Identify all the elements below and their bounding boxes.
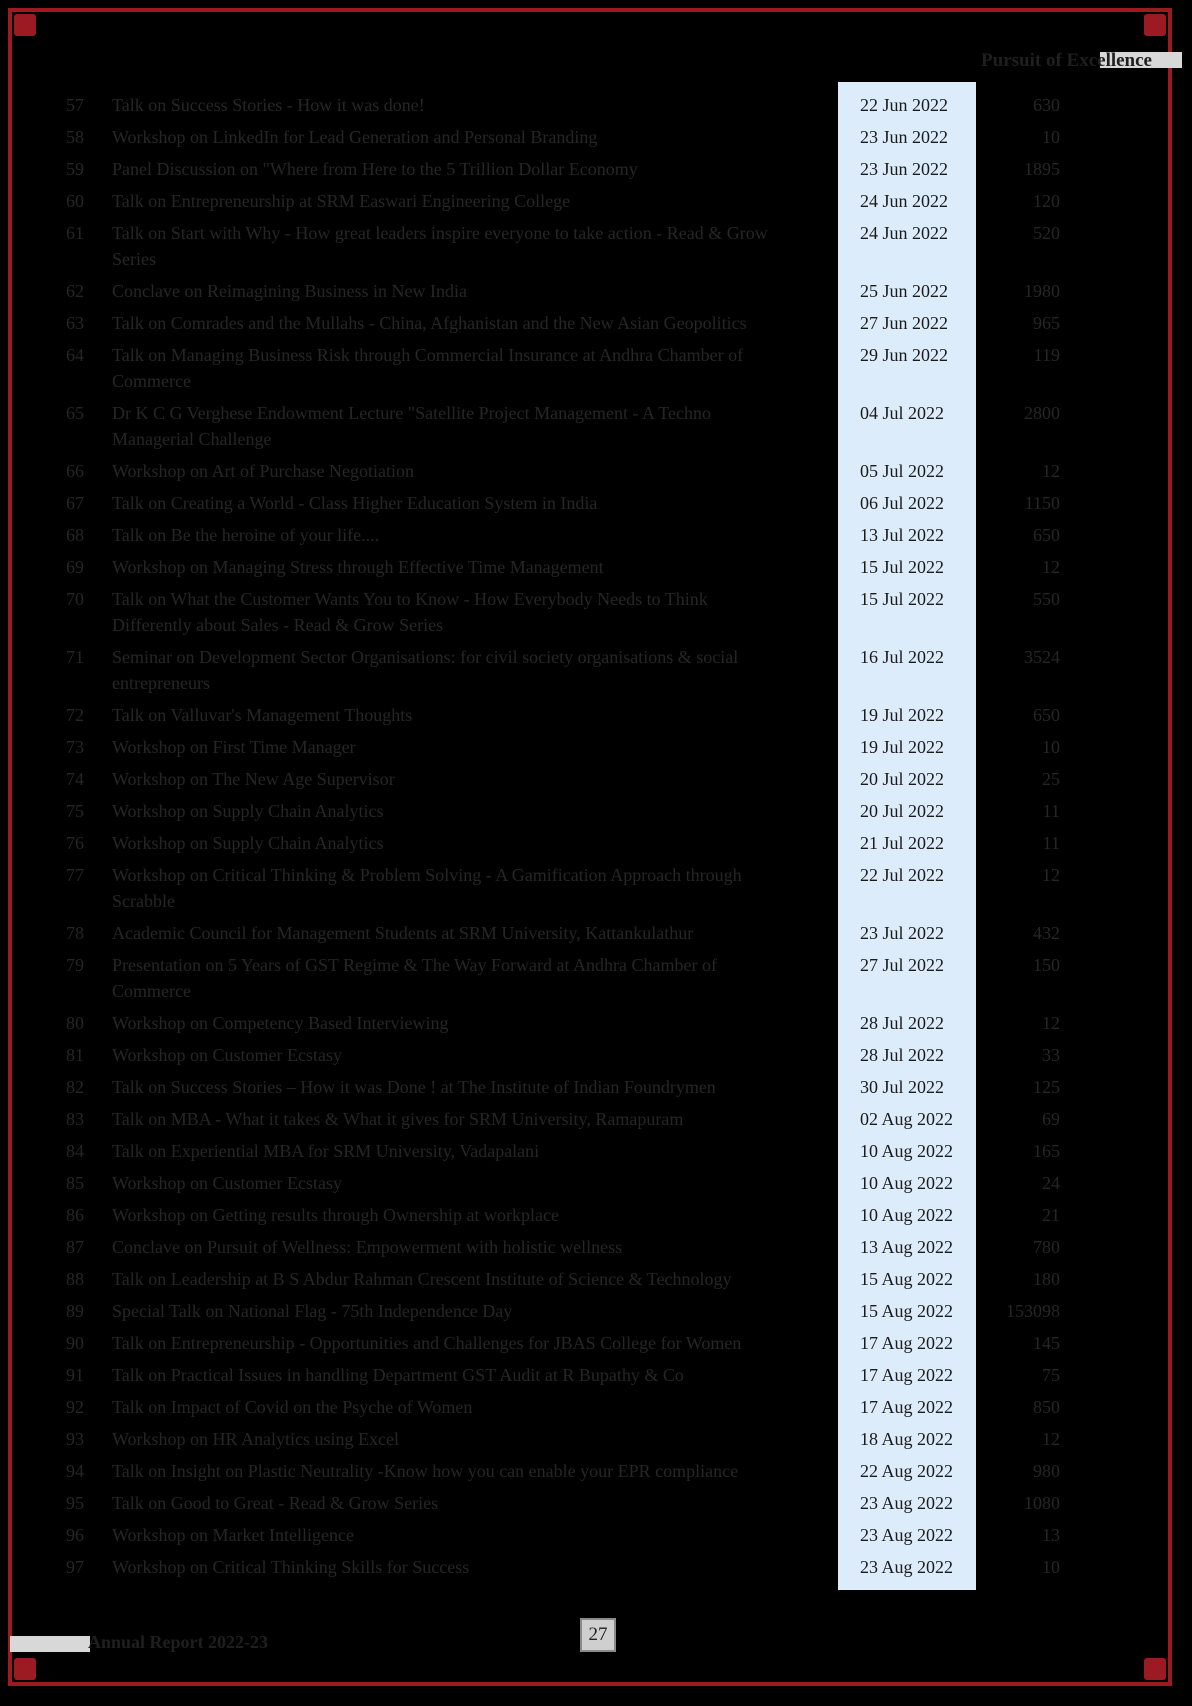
row-number: 81	[66, 1045, 84, 1065]
participant-count: 520	[1033, 223, 1060, 243]
event-title: Panel Discussion on "Where from Here to the 5 Trillion Dollar Economy	[112, 159, 638, 179]
row-number: 82	[66, 1077, 84, 1097]
row-number: 96	[66, 1525, 84, 1545]
event-date: 23 Aug 2022	[860, 1493, 954, 1513]
event-title: Seminar on Development Sector Organisations: for civil society organisations & social entrepreneurs	[112, 647, 739, 693]
row-number: 93	[66, 1429, 84, 1449]
table-row	[0, 92, 1060, 124]
event-date: 05 Jul 2022	[860, 461, 945, 481]
event-date: 27 Jul 2022	[860, 955, 945, 975]
event-date: 17 Aug 2022	[860, 1397, 954, 1417]
event-title: Talk on MBA - What it takes & What it gives for SRM University, Ramapuram	[112, 1109, 684, 1129]
event-date: 22 Jul 2022	[860, 865, 945, 885]
table-row	[0, 1426, 1060, 1458]
row-number: 84	[66, 1141, 84, 1161]
table-row	[0, 766, 1060, 798]
table-row	[0, 278, 1060, 310]
event-date: 02 Aug 2022	[860, 1109, 954, 1129]
participant-count: 3524	[1024, 647, 1060, 667]
event-date: 19 Jul 2022	[860, 737, 945, 757]
participant-count: 12	[1042, 1013, 1060, 1033]
event-date: 22 Jun 2022	[860, 95, 949, 115]
participant-count: 630	[1033, 95, 1060, 115]
row-number: 69	[66, 557, 84, 577]
event-title: Talk on Comrades and the Mullahs - China, Afghanistan and the New Asian Geopolitics	[112, 313, 747, 333]
event-date: 10 Aug 2022	[860, 1141, 954, 1161]
participant-count: 1895	[1024, 159, 1060, 179]
events-table	[0, 92, 1060, 1586]
event-title: Talk on What the Customer Wants You to Know - How Everybody Needs to Think Differently about Sales - Read & Grow Series	[112, 589, 708, 635]
row-number: 77	[66, 865, 84, 885]
table-row	[0, 734, 1060, 766]
event-date: 18 Aug 2022	[860, 1429, 954, 1449]
participant-count: 1080	[1024, 1493, 1060, 1513]
row-number: 71	[66, 647, 84, 667]
row-number: 70	[66, 589, 84, 609]
event-date: 20 Jul 2022	[860, 801, 945, 821]
row-number: 78	[66, 923, 84, 943]
participant-count: 12	[1042, 1429, 1060, 1449]
participant-count: 780	[1033, 1237, 1060, 1257]
table-row	[0, 586, 1060, 644]
table-row	[0, 400, 1060, 458]
participant-count: 12	[1042, 461, 1060, 481]
event-title: Workshop on Managing Stress through Effective Time Management	[112, 557, 604, 577]
event-title: Talk on Impact of Covid on the Psyche of Women	[112, 1397, 473, 1417]
row-number: 68	[66, 525, 84, 545]
table-row	[0, 188, 1060, 220]
event-date: 15 Aug 2022	[860, 1269, 954, 1289]
event-date: 17 Aug 2022	[860, 1333, 954, 1353]
table-row	[0, 554, 1060, 586]
table-row	[0, 1170, 1060, 1202]
participant-count: 24	[1042, 1173, 1060, 1193]
event-title: Workshop on Critical Thinking Skills for Success	[112, 1557, 470, 1577]
event-title: Talk on Managing Business Risk through Commercial Insurance at Andhra Chamber of Commerce	[112, 345, 744, 391]
event-date: 15 Jul 2022	[860, 589, 945, 609]
event-title: Talk on Entrepreneurship - Opportunities and Challenges for JBAS College for Women	[112, 1333, 742, 1353]
table-row	[0, 1074, 1060, 1106]
event-title: Workshop on The New Age Supervisor	[112, 769, 395, 789]
event-title: Workshop on First Time Manager	[112, 737, 356, 757]
participant-count: 120	[1033, 191, 1060, 211]
row-number: 88	[66, 1269, 84, 1289]
event-title: Workshop on LinkedIn for Lead Generation and Personal Branding	[112, 127, 598, 147]
event-date: 23 Jun 2022	[860, 127, 949, 147]
table-row	[0, 1490, 1060, 1522]
table-row	[0, 1234, 1060, 1266]
table-row	[0, 1522, 1060, 1554]
event-title: Workshop on Market Intelligence	[112, 1525, 354, 1545]
event-title: Conclave on Reimagining Business in New India	[112, 281, 467, 301]
event-title: Special Talk on National Flag - 75th Independence Day	[112, 1301, 513, 1321]
participant-count: 432	[1033, 923, 1060, 943]
participant-count: 1150	[1024, 493, 1060, 513]
event-title: Talk on Valluvar's Management Thoughts	[112, 705, 413, 725]
footer-accent-bar	[10, 1636, 90, 1652]
event-title: Workshop on Getting results through Ownership at workplace	[112, 1205, 559, 1225]
row-number: 97	[66, 1557, 84, 1577]
corner-ornament	[1144, 1658, 1166, 1680]
row-number: 90	[66, 1333, 84, 1353]
event-title: Talk on Success Stories – How it was Done ! at The Institute of Indian Foundrymen	[112, 1077, 716, 1097]
participant-count: 180	[1033, 1269, 1060, 1289]
row-number: 85	[66, 1173, 84, 1193]
row-number: 91	[66, 1365, 84, 1385]
event-title: Workshop on Critical Thinking & Problem Solving - A Gamification Approach through Scrabble	[112, 865, 742, 911]
row-number: 89	[66, 1301, 84, 1321]
event-title: Conclave on Pursuit of Wellness: Empowerment with holistic wellness	[112, 1237, 623, 1257]
table-row	[0, 798, 1060, 830]
table-row	[0, 1010, 1060, 1042]
page-number: 27	[580, 1618, 616, 1652]
table-row	[0, 920, 1060, 952]
event-date: 30 Jul 2022	[860, 1077, 945, 1097]
table-row	[0, 862, 1060, 920]
row-number: 60	[66, 191, 84, 211]
corner-ornament	[14, 14, 36, 36]
row-number: 87	[66, 1237, 84, 1257]
event-date: 16 Jul 2022	[860, 647, 945, 667]
corner-ornament	[14, 1658, 36, 1680]
participant-count: 980	[1033, 1461, 1060, 1481]
event-date: 10 Aug 2022	[860, 1173, 954, 1193]
event-title: Talk on Insight on Plastic Neutrality -Know how you can enable your EPR compliance	[112, 1461, 739, 1481]
table-row	[0, 156, 1060, 188]
table-row	[0, 1298, 1060, 1330]
event-date: 23 Aug 2022	[860, 1525, 954, 1545]
row-number: 61	[66, 223, 84, 243]
table-row	[0, 1362, 1060, 1394]
row-number: 66	[66, 461, 84, 481]
row-number: 92	[66, 1397, 84, 1417]
event-date: 27 Jun 2022	[860, 313, 949, 333]
event-title: Workshop on Customer Ecstasy	[112, 1045, 343, 1065]
event-title: Talk on Start with Why - How great leaders inspire everyone to take action - Read & Grow Series	[112, 223, 768, 269]
event-date: 29 Jun 2022	[860, 345, 949, 365]
table-row	[0, 1266, 1060, 1298]
participant-count: 21	[1042, 1205, 1060, 1225]
table-row	[0, 1330, 1060, 1362]
row-number: 75	[66, 801, 84, 821]
table-row	[0, 830, 1060, 862]
row-number: 62	[66, 281, 84, 301]
event-date: 15 Aug 2022	[860, 1301, 954, 1321]
participant-count: 10	[1042, 127, 1060, 147]
participant-count: 125	[1033, 1077, 1060, 1097]
event-title: Talk on Entrepreneurship at SRM Easwari Engineering College	[112, 191, 571, 211]
event-title: Workshop on Customer Ecstasy	[112, 1173, 343, 1193]
table-row	[0, 1042, 1060, 1074]
event-title: Talk on Experiential MBA for SRM University, Vadapalani	[112, 1141, 540, 1161]
event-title: Workshop on Competency Based Interviewing	[112, 1013, 449, 1033]
row-number: 79	[66, 955, 84, 975]
event-title: Presentation on 5 Years of GST Regime & The Way Forward at Andhra Chamber of Commerce	[112, 955, 717, 1001]
event-date: 23 Aug 2022	[860, 1557, 954, 1577]
event-date: 06 Jul 2022	[860, 493, 945, 513]
row-number: 65	[66, 403, 84, 423]
participant-count: 13	[1042, 1525, 1060, 1545]
table-row	[0, 1394, 1060, 1426]
table-row	[0, 1106, 1060, 1138]
row-number: 59	[66, 159, 84, 179]
participant-count: 965	[1033, 313, 1060, 333]
row-number: 58	[66, 127, 84, 147]
row-number: 74	[66, 769, 84, 789]
event-date: 28 Jul 2022	[860, 1013, 945, 1033]
event-title: Talk on Be the heroine of your life....	[112, 525, 380, 545]
participant-count: 11	[1042, 801, 1060, 821]
table-row	[0, 342, 1060, 400]
table-row	[0, 1458, 1060, 1490]
participant-count: 850	[1033, 1397, 1060, 1417]
event-title: Talk on Leadership at B S Abdur Rahman Crescent Institute of Science & Technology	[112, 1269, 732, 1289]
event-date: 24 Jun 2022	[860, 223, 949, 243]
event-title: Talk on Practical Issues in handling Department GST Audit at R Bupathy & Co	[112, 1365, 684, 1385]
event-date: 04 Jul 2022	[860, 403, 945, 423]
table-row	[0, 702, 1060, 734]
row-number: 73	[66, 737, 84, 757]
participant-count: 150	[1033, 955, 1060, 975]
event-title: Workshop on Art of Purchase Negotiation	[112, 461, 415, 481]
table-row	[0, 310, 1060, 342]
row-number: 64	[66, 345, 84, 365]
event-date: 20 Jul 2022	[860, 769, 945, 789]
participant-count: 119	[1033, 345, 1060, 365]
row-number: 95	[66, 1493, 84, 1513]
participant-count: 650	[1033, 705, 1060, 725]
event-date: 23 Jun 2022	[860, 159, 949, 179]
event-title: Dr K C G Verghese Endowment Lecture "Satellite Project Management - A Techno Managerial Challenge	[112, 403, 711, 449]
section-title: Pursuit of Excellence	[981, 50, 1152, 71]
event-title: Workshop on HR Analytics using Excel	[112, 1429, 400, 1449]
participant-count: 1980	[1024, 281, 1060, 301]
event-date: 23 Jul 2022	[860, 923, 945, 943]
event-title: Talk on Creating a World - Class Higher Education System in India	[112, 493, 598, 513]
row-number: 67	[66, 493, 84, 513]
table-row	[0, 522, 1060, 554]
table-row	[0, 1554, 1060, 1586]
participant-count: 12	[1042, 865, 1060, 885]
event-date: 13 Aug 2022	[860, 1237, 954, 1257]
row-number: 80	[66, 1013, 84, 1033]
row-number: 83	[66, 1109, 84, 1129]
table-row	[0, 458, 1060, 490]
participant-count: 10	[1042, 737, 1060, 757]
table-row	[0, 1138, 1060, 1170]
report-name: Annual Report 2022-23	[88, 1632, 269, 1652]
event-title: Workshop on Supply Chain Analytics	[112, 801, 384, 821]
event-date: 15 Jul 2022	[860, 557, 945, 577]
event-title: Workshop on Supply Chain Analytics	[112, 833, 384, 853]
event-title: Talk on Success Stories - How it was done!	[112, 95, 425, 115]
table-row	[0, 1202, 1060, 1234]
participant-count: 550	[1033, 589, 1060, 609]
table-row	[0, 644, 1060, 702]
event-date: 28 Jul 2022	[860, 1045, 945, 1065]
table-row	[0, 952, 1060, 1010]
event-date: 17 Aug 2022	[860, 1365, 954, 1385]
participant-count: 11	[1042, 833, 1060, 853]
participant-count: 10	[1042, 1557, 1060, 1577]
event-date: 21 Jul 2022	[860, 833, 945, 853]
table-row	[0, 490, 1060, 522]
event-date: 10 Aug 2022	[860, 1205, 954, 1225]
table-row	[0, 220, 1060, 278]
participant-count: 145	[1033, 1333, 1060, 1353]
event-date: 25 Jun 2022	[860, 281, 949, 301]
row-number: 57	[66, 95, 84, 115]
row-number: 63	[66, 313, 84, 333]
event-date: 24 Jun 2022	[860, 191, 949, 211]
participant-count: 33	[1042, 1045, 1060, 1065]
event-title: Talk on Good to Great - Read & Grow Series	[112, 1493, 439, 1513]
participant-count: 75	[1042, 1365, 1060, 1385]
row-number: 72	[66, 705, 84, 725]
table-row	[0, 124, 1060, 156]
participant-count: 165	[1033, 1141, 1060, 1161]
participant-count: 153098	[1006, 1301, 1060, 1321]
event-title: Academic Council for Management Students at SRM University, Kattankulathur	[112, 923, 694, 943]
participant-count: 2800	[1024, 403, 1060, 423]
event-date: 13 Jul 2022	[860, 525, 945, 545]
event-date: 22 Aug 2022	[860, 1461, 954, 1481]
participant-count: 12	[1042, 557, 1060, 577]
participant-count: 25	[1042, 769, 1060, 789]
row-number: 86	[66, 1205, 84, 1225]
event-date: 19 Jul 2022	[860, 705, 945, 725]
row-number: 76	[66, 833, 84, 853]
row-number: 94	[66, 1461, 84, 1481]
corner-ornament	[1144, 14, 1166, 36]
participant-count: 69	[1042, 1109, 1060, 1129]
participant-count: 650	[1033, 525, 1060, 545]
